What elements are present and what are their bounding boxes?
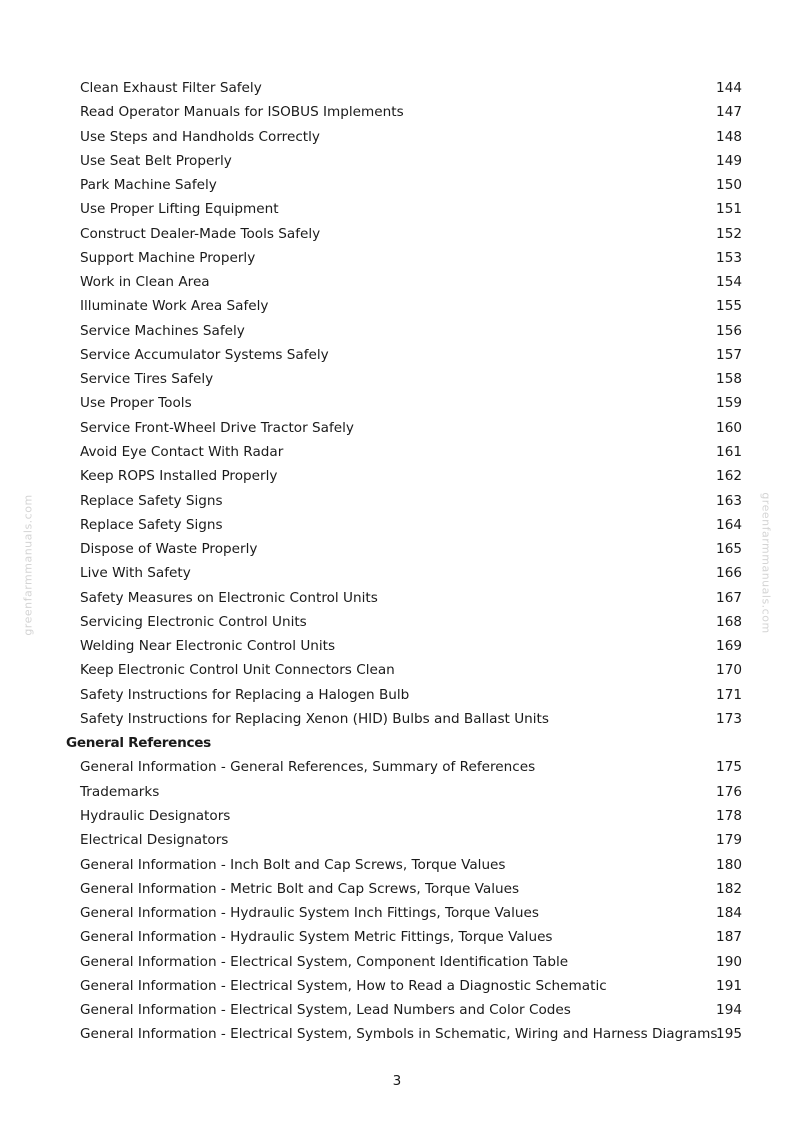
section-heading-text: General References	[66, 735, 211, 752]
toc-entry[interactable]	[0, 634, 794, 658]
toc-entry-title: Work in Clean Area	[80, 274, 210, 291]
toc-entry[interactable]	[0, 828, 794, 852]
toc-entry-title: General Information - Inch Bolt and Cap Screws, Torque Values	[80, 856, 506, 873]
toc-entry-title: General Information - Hydraulic System Metric Fittings, Torque Values	[80, 929, 553, 946]
toc-entry[interactable]	[0, 658, 794, 682]
toc-entry[interactable]	[0, 561, 794, 585]
toc-entry[interactable]	[0, 853, 794, 877]
toc-entry-page: 168	[716, 613, 742, 630]
toc-entry[interactable]	[0, 877, 794, 901]
toc-entry-title: Clean Exhaust Filter Safely	[80, 80, 262, 96]
toc-entry-title: Illuminate Work Area Safely	[80, 298, 269, 315]
toc-entry-title: Electrical Designators	[80, 832, 229, 849]
toc-entry[interactable]	[0, 464, 794, 488]
toc-entry-title: Avoid Eye Contact With Radar	[80, 443, 284, 460]
toc-entry-page: 150	[716, 177, 742, 194]
toc-entry-title: Use Steps and Handholds Correctly	[80, 128, 320, 145]
toc-entry-title: Keep ROPS Installed Properly	[80, 468, 278, 485]
toc-entry-page: 184	[716, 905, 742, 922]
toc-entry[interactable]	[0, 586, 794, 610]
toc-entry[interactable]	[0, 1022, 794, 1046]
toc-entry-page: 169	[716, 638, 742, 655]
toc-entry-title: Replace Safety Signs	[80, 492, 223, 509]
watermark-left: greenfarmmanuals.com	[21, 494, 35, 636]
toc-entry[interactable]	[0, 804, 794, 828]
toc-entry-page: 160	[716, 419, 742, 436]
toc-entry-page: 159	[716, 395, 742, 412]
toc-entry-title: Keep Electronic Control Unit Connectors Clean	[80, 662, 395, 679]
toc-entry-title: Construct Dealer-Made Tools Safely	[80, 225, 321, 242]
toc-entry-title: Use Proper Tools	[80, 395, 192, 412]
toc-entry-title: Service Front-Wheel Drive Tractor Safely	[80, 419, 354, 436]
toc-entry[interactable]	[0, 707, 794, 731]
toc-entry-page: 155	[716, 298, 742, 315]
toc-entry-title: General Information - General References, Summary of References	[80, 759, 536, 776]
toc-entry-title: General Information - Hydraulic System Inch Fittings, Torque Values	[80, 905, 539, 922]
toc-entry-title: Safety Instructions for Replacing Xenon (HID) Bulbs and Ballast Units	[80, 710, 549, 727]
toc-entry-page: 171	[716, 686, 742, 703]
toc-entry-page: 170	[716, 662, 742, 679]
toc-entry[interactable]	[0, 222, 794, 246]
toc-entry[interactable]	[0, 76, 794, 100]
toc-entry-title: Safety Instructions for Replacing a Halogen Bulb	[80, 686, 410, 703]
toc-entry-title: Hydraulic Designators	[80, 807, 231, 824]
toc-entry[interactable]	[0, 925, 794, 949]
toc-entry[interactable]	[0, 391, 794, 415]
toc-entry[interactable]	[0, 610, 794, 634]
toc-entry-title: Live With Safety	[80, 565, 191, 582]
toc-entry-title: General Information - Metric Bolt and Cap Screws, Torque Values	[80, 880, 520, 897]
toc-entry-page: 151	[716, 201, 742, 218]
toc-entry-title: Replace Safety Signs	[80, 516, 223, 533]
toc-entry[interactable]	[0, 974, 794, 998]
toc-entry[interactable]	[0, 294, 794, 318]
toc-entry-page: 147	[716, 104, 742, 121]
toc-entry-title: General Information - Electrical System, Component Identification Table	[80, 953, 569, 970]
toc-entry-page: 149	[716, 152, 742, 169]
toc-entry-page: 154	[716, 274, 742, 291]
toc-entry-page: 194	[716, 1002, 742, 1019]
toc-entry-page: 175	[716, 759, 742, 776]
toc-entry[interactable]	[0, 197, 794, 221]
toc-entry[interactable]	[0, 537, 794, 561]
toc-entry-title: General Information - Electrical System, Symbols in Schematic, Wiring and Harness Diagrams	[80, 1026, 718, 1043]
toc-entry-page: 165	[716, 541, 742, 558]
toc-entry[interactable]	[0, 901, 794, 925]
toc-section-general-references	[0, 755, 794, 1046]
toc-entry-page: 152	[716, 225, 742, 242]
toc-entry-page: 190	[716, 953, 742, 970]
toc-entry[interactable]	[0, 319, 794, 343]
toc-entry-title: Servicing Electronic Control Units	[80, 613, 307, 630]
toc-entry[interactable]	[0, 755, 794, 779]
toc-entry-title: Read Operator Manuals for ISOBUS Implements	[80, 104, 404, 121]
toc-entry-page: 167	[716, 589, 742, 606]
page-number: 3	[392, 1073, 402, 1089]
table-of-contents	[0, 76, 794, 1047]
toc-entry-page: 180	[716, 856, 742, 873]
toc-entry[interactable]	[0, 246, 794, 270]
toc-entry[interactable]	[0, 513, 794, 537]
toc-entry[interactable]	[0, 416, 794, 440]
toc-entry-title: Service Machines Safely	[80, 322, 245, 339]
toc-entry[interactable]	[0, 125, 794, 149]
toc-entry[interactable]	[0, 343, 794, 367]
toc-entry-title: Dispose of Waste Properly	[80, 541, 258, 558]
toc-entry-title: Service Tires Safely	[80, 371, 214, 388]
toc-entry-page: 163	[716, 492, 742, 509]
toc-entry-title: Service Accumulator Systems Safely	[80, 346, 329, 363]
toc-entry[interactable]	[0, 367, 794, 391]
toc-entry-page: 156	[716, 322, 742, 339]
toc-entry[interactable]	[0, 173, 794, 197]
toc-entry-page: 164	[716, 516, 742, 533]
toc-entry-page: 158	[716, 371, 742, 388]
toc-entry[interactable]	[0, 780, 794, 804]
toc-entry[interactable]	[0, 998, 794, 1022]
toc-entry-page: 148	[716, 128, 742, 145]
toc-entry-page: 161	[716, 443, 742, 460]
section-heading	[0, 731, 794, 755]
toc-entry-page: 153	[716, 249, 742, 266]
toc-entry-title: Welding Near Electronic Control Units	[80, 638, 336, 655]
toc-entry-page: 157	[716, 346, 742, 363]
toc-entry-title: Trademarks	[80, 783, 160, 800]
toc-entry[interactable]	[0, 489, 794, 513]
toc-entry[interactable]	[0, 683, 794, 707]
toc-entry-title: Park Machine Safely	[80, 177, 217, 194]
toc-entry-page: 166	[716, 565, 742, 582]
toc-entry-page: 195	[716, 1026, 742, 1043]
toc-entry-page: 173	[716, 710, 742, 727]
toc-entry-title: Safety Measures on Electronic Control Units	[80, 589, 378, 606]
watermark-right: greenfarmmanuals.com	[759, 492, 773, 634]
toc-entry-page: 191	[716, 977, 742, 994]
toc-entry-title: Support Machine Properly	[80, 249, 256, 266]
toc-entry[interactable]	[0, 950, 794, 974]
toc-entry-title: General Information - Electrical System, Lead Numbers and Color Codes	[80, 1002, 571, 1019]
toc-entry[interactable]	[0, 100, 794, 124]
toc-entry-page: 182	[716, 880, 742, 897]
toc-entry-title: General Information - Electrical System, How to Read a Diagnostic Schematic	[80, 977, 607, 994]
toc-section-safety	[0, 76, 794, 731]
toc-entry[interactable]	[0, 270, 794, 294]
toc-entry-page: 179	[716, 832, 742, 849]
toc-entry-page: 187	[716, 929, 742, 946]
toc-entry-page: 178	[716, 807, 742, 824]
toc-entry-page: 162	[716, 468, 742, 485]
toc-entry-page: 176	[716, 783, 742, 800]
toc-entry-title: Use Seat Belt Properly	[80, 152, 232, 169]
toc-entry[interactable]	[0, 149, 794, 173]
toc-entry-title: Use Proper Lifting Equipment	[80, 201, 279, 218]
toc-entry-page: 144	[716, 80, 742, 96]
toc-entry[interactable]	[0, 440, 794, 464]
